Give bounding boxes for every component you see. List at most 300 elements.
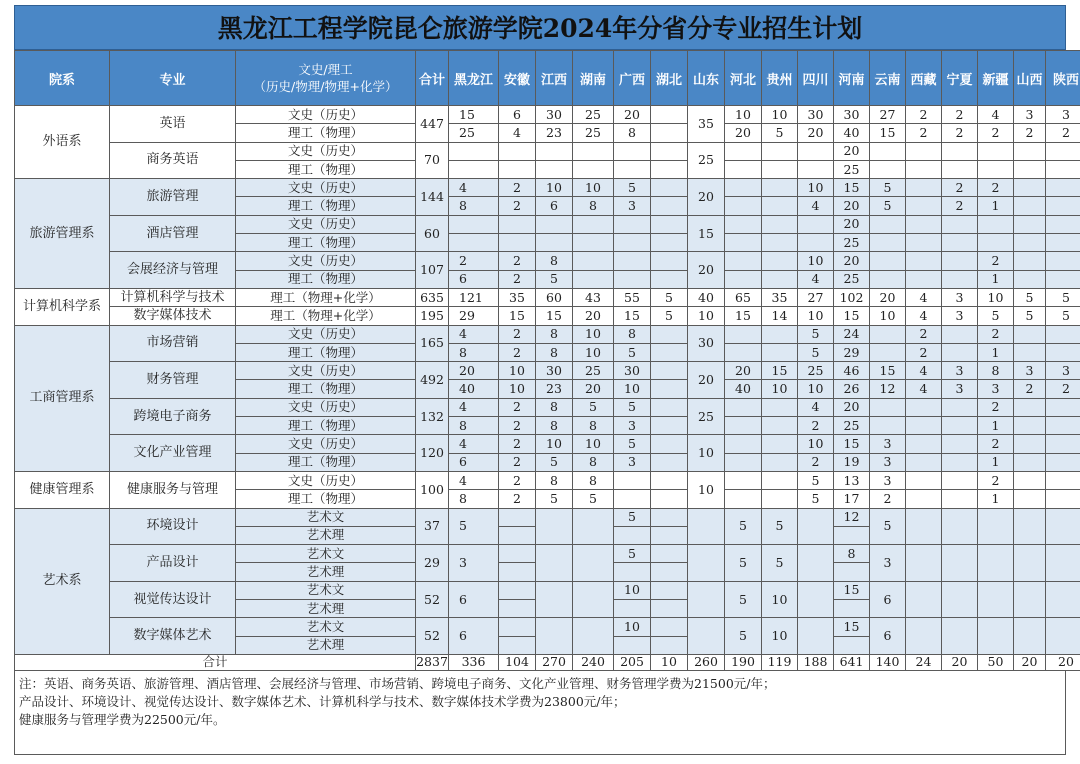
quota-cell: 5 [1014,307,1046,325]
quota-cell [725,179,762,197]
quota-cell [1046,417,1080,435]
note-line-2: 产品设计、环境设计、视觉传达设计、数字媒体艺术、计算机科学与技术、数字媒体技术学费为23800元/年； [19,693,626,709]
subject-type-cell: 文史（历史） [236,362,416,380]
quota-cell [499,618,536,636]
quota-cell: 25 [834,417,870,435]
quota-cell [798,508,834,545]
subject-type-cell: 艺术理 [236,600,416,618]
quota-cell [725,453,762,471]
major-total-cell: 70 [416,142,449,179]
quota-cell: 10 [573,343,614,361]
grand-total-province: 20 [1014,654,1046,670]
quota-cell [906,160,942,178]
quota-cell: 2 [978,435,1014,453]
quota-cell: 2 [499,398,536,416]
quota-cell: 10 [798,435,834,453]
header-province: 黑龙江 [449,51,499,106]
major-total-cell: 100 [416,471,449,508]
quota-cell [651,234,688,252]
quota-cell: 10 [614,618,651,636]
quota-cell [651,563,688,581]
quota-cell: 10 [725,106,762,124]
quota-cell: 35 [762,288,798,306]
quota-cell: 10 [798,307,834,325]
subject-type-cell: 文史（历史） [236,142,416,160]
header-total: 合计 [416,51,449,106]
header-kind [236,51,416,106]
quota-cell: 6 [449,270,499,288]
quota-cell: 20 [834,197,870,215]
quota-cell: 5 [614,435,651,453]
quota-cell: 4 [449,471,499,489]
quota-cell: 25 [573,106,614,124]
quota-cell [762,197,798,215]
quota-cell [614,600,651,618]
major-cell: 英语 [110,106,236,143]
grand-total-row [15,654,1080,670]
quota-cell [1014,508,1046,545]
major-cell: 商务英语 [110,142,236,179]
grand-total-province: 140 [870,654,906,670]
table-row [15,179,1080,197]
table-body [15,106,1080,671]
quota-cell: 2 [449,252,499,270]
quota-cell: 60 [536,288,573,306]
quota-cell: 3 [870,435,906,453]
quota-cell [725,197,762,215]
quota-cell [870,142,906,160]
quota-cell [906,215,942,233]
quota-cell: 2 [870,490,906,508]
subject-type-cell: 艺术文 [236,618,416,636]
quota-cell [536,160,573,178]
quota-cell [651,490,688,508]
quota-cell: 1 [978,453,1014,471]
quota-cell [942,453,978,471]
quota-cell [1046,618,1080,655]
quota-cell [651,179,688,197]
quota-cell: 5 [725,581,762,618]
grand-total-province: 50 [978,654,1014,670]
quota-cell [1014,325,1046,343]
quota-cell [978,142,1014,160]
quota-cell [449,142,499,160]
quota-cell: 10 [573,435,614,453]
quota-cell [762,398,798,416]
quota-cell: 8 [978,362,1014,380]
header-dept: 院系 [15,51,110,106]
quota-cell: 8 [536,398,573,416]
quota-cell [449,234,499,252]
quota-cell [762,234,798,252]
quota-cell [942,215,978,233]
quota-cell: 5 [614,545,651,563]
quota-cell: 20 [573,307,614,325]
quota-cell [906,618,942,655]
quota-cell [1014,581,1046,618]
quota-cell [499,160,536,178]
quota-cell [614,490,651,508]
quota-cell: 3 [978,380,1014,398]
header-province: 湖北 [651,51,688,106]
quota-cell: 10 [536,435,573,453]
quota-cell: 8 [536,325,573,343]
quota-cell [651,142,688,160]
quota-cell [870,215,906,233]
quota-cell: 10 [688,307,725,325]
subject-type-cell: 理工（物理） [236,453,416,471]
header-kind-line1: 文史/理工 [298,62,353,77]
subject-type-cell: 理工（物理） [236,234,416,252]
quota-cell: 5 [978,307,1014,325]
quota-cell: 2 [499,490,536,508]
quota-cell: 20 [834,252,870,270]
quota-cell: 4 [798,398,834,416]
quota-cell [978,160,1014,178]
quota-cell [906,471,942,489]
quota-cell: 20 [573,380,614,398]
quota-cell [651,471,688,489]
quota-cell: 20 [834,142,870,160]
quota-cell [834,600,870,618]
quota-cell [725,325,762,343]
quota-cell [651,618,688,636]
major-cell: 产品设计 [110,545,236,582]
quota-cell [725,398,762,416]
major-cell: 计算机科学与技术 [110,288,236,306]
quota-cell [651,526,688,544]
quota-cell [870,252,906,270]
quota-cell [762,179,798,197]
quota-cell: 6 [449,453,499,471]
quota-cell: 4 [978,106,1014,124]
quota-cell [1014,234,1046,252]
quota-cell [978,545,1014,582]
quota-cell: 10 [688,435,725,472]
quota-cell [1014,618,1046,655]
quota-cell: 121 [449,288,499,306]
quota-cell: 4 [449,179,499,197]
quota-cell [651,453,688,471]
quota-cell [942,252,978,270]
quota-cell [651,124,688,142]
quota-cell: 5 [798,490,834,508]
quota-cell [573,508,614,545]
subject-type-cell: 艺术文 [236,545,416,563]
subject-type-cell: 理工（物理） [236,124,416,142]
quota-cell [573,618,614,655]
quota-cell [762,343,798,361]
major-total-cell: 195 [416,307,449,325]
header-province: 西藏 [906,51,942,106]
quota-cell [1046,270,1080,288]
quota-cell [906,252,942,270]
quota-cell [978,581,1014,618]
quota-cell [798,581,834,618]
quota-cell: 4 [449,398,499,416]
header-province: 湖南 [573,51,614,106]
quota-cell: 30 [798,106,834,124]
quota-cell: 5 [614,508,651,526]
quota-cell [942,142,978,160]
major-total-cell: 52 [416,618,449,655]
quota-cell [906,179,942,197]
quota-cell: 5 [798,325,834,343]
quota-cell [614,142,651,160]
subject-type-cell: 理工（物理） [236,270,416,288]
quota-cell [1014,160,1046,178]
dept-cell: 旅游管理系 [15,179,110,289]
quota-cell [499,563,536,581]
quota-cell [1014,142,1046,160]
quota-cell [870,417,906,435]
quota-cell: 3 [614,197,651,215]
grand-total-province: 20 [942,654,978,670]
quota-cell [906,508,942,545]
header-province: 宁夏 [942,51,978,106]
quota-cell: 8 [536,343,573,361]
quota-cell: 4 [449,435,499,453]
quota-cell [1014,471,1046,489]
quota-cell: 3 [942,288,978,306]
quota-cell: 46 [834,362,870,380]
major-total-cell: 60 [416,215,449,252]
quota-cell [1014,252,1046,270]
quota-cell [499,508,536,526]
quota-cell [762,160,798,178]
quota-cell [906,197,942,215]
quota-cell: 5 [725,618,762,655]
grand-total-province: 10 [651,654,688,670]
subject-type-cell: 文史（历史） [236,252,416,270]
quota-cell [614,160,651,178]
quota-cell: 29 [834,343,870,361]
quota-cell: 24 [834,325,870,343]
major-total-cell: 635 [416,288,449,306]
subject-type-cell: 文史（历史） [236,398,416,416]
quota-cell [870,343,906,361]
quota-cell [536,618,573,655]
quota-cell: 30 [614,362,651,380]
quota-cell: 5 [798,343,834,361]
quota-cell [651,362,688,380]
quota-cell: 2 [978,471,1014,489]
quota-cell: 3 [942,380,978,398]
subject-type-cell: 艺术文 [236,508,416,526]
table-row [15,142,1080,160]
subject-type-cell: 理工（物理） [236,160,416,178]
quota-cell: 43 [573,288,614,306]
quota-cell [725,343,762,361]
header-province: 河南 [834,51,870,106]
quota-cell [651,270,688,288]
quota-cell: 5 [725,545,762,582]
quota-cell: 6 [870,618,906,655]
header-province: 新疆 [978,51,1014,106]
quota-cell [573,581,614,618]
quota-cell: 5 [870,197,906,215]
quota-cell: 1 [978,270,1014,288]
quota-cell: 3 [942,362,978,380]
quota-cell [834,563,870,581]
quota-cell [1046,179,1080,197]
quota-cell: 2 [1014,124,1046,142]
quota-cell: 27 [798,288,834,306]
quota-cell: 4 [449,325,499,343]
quota-cell [573,142,614,160]
quota-cell: 35 [499,288,536,306]
quota-cell: 20 [688,179,725,216]
quota-cell: 8 [834,545,870,563]
dept-cell: 艺术系 [15,508,110,654]
quota-cell: 4 [906,288,942,306]
quota-cell: 30 [536,362,573,380]
quota-cell [906,435,942,453]
quota-cell [798,160,834,178]
quota-cell: 20 [834,215,870,233]
quota-cell: 5 [573,490,614,508]
quota-cell [499,581,536,599]
quota-cell [651,215,688,233]
quota-cell: 5 [449,508,499,545]
quota-cell: 2 [978,252,1014,270]
quota-cell: 40 [725,380,762,398]
quota-cell: 15 [499,307,536,325]
table-row [15,288,1080,306]
quota-cell: 2 [978,179,1014,197]
quota-cell [614,270,651,288]
quota-cell [1014,197,1046,215]
quota-cell: 10 [870,307,906,325]
quota-cell [762,471,798,489]
quota-cell: 5 [762,508,798,545]
quota-cell: 25 [834,160,870,178]
quota-cell: 8 [614,325,651,343]
quota-cell [798,234,834,252]
major-cell: 财务管理 [110,362,236,399]
quota-cell: 10 [762,618,798,655]
quota-cell: 10 [688,471,725,508]
quota-cell: 1 [978,343,1014,361]
subject-type-cell: 文史（历史） [236,471,416,489]
quota-cell: 4 [798,270,834,288]
quota-cell [942,581,978,618]
subject-type-cell: 理工（物理） [236,197,416,215]
quota-cell [614,252,651,270]
quota-cell [449,160,499,178]
quota-cell [762,490,798,508]
quota-cell [906,545,942,582]
quota-cell: 8 [536,417,573,435]
quota-cell: 3 [942,307,978,325]
quota-cell [688,508,725,545]
quota-cell: 25 [688,398,725,435]
quota-cell: 10 [499,380,536,398]
quota-cell [651,325,688,343]
major-total-cell: 132 [416,398,449,435]
quota-cell: 2 [942,124,978,142]
quota-cell [725,435,762,453]
table-row [15,545,1080,563]
quota-cell: 30 [688,325,725,362]
quota-cell [614,215,651,233]
quota-cell: 25 [834,234,870,252]
quota-cell: 10 [614,380,651,398]
subject-type-cell: 艺术理 [236,636,416,654]
quota-cell [942,234,978,252]
quota-cell: 8 [614,124,651,142]
quota-cell: 26 [834,380,870,398]
quota-cell: 5 [1046,307,1080,325]
table-row [15,398,1080,416]
quota-cell: 2 [499,252,536,270]
quota-cell [536,215,573,233]
quota-cell [499,234,536,252]
major-total-cell: 120 [416,435,449,472]
quota-cell: 20 [798,124,834,142]
quota-cell [614,563,651,581]
quota-cell [870,270,906,288]
quota-cell [725,471,762,489]
quota-cell: 2 [499,343,536,361]
quota-cell: 2 [978,398,1014,416]
quota-cell: 3 [870,545,906,582]
quota-cell [942,325,978,343]
quota-cell: 2 [978,124,1014,142]
quota-cell: 2 [906,325,942,343]
quota-cell: 15 [614,307,651,325]
quota-cell [573,545,614,582]
quota-cell [573,160,614,178]
quota-cell: 6 [449,581,499,618]
quota-cell: 3 [870,471,906,489]
header-province: 贵州 [762,51,798,106]
quota-cell: 15 [449,106,499,124]
quota-cell: 8 [536,471,573,489]
quota-cell: 3 [449,545,499,582]
quota-cell [499,636,536,654]
grand-total-province: 104 [499,654,536,670]
major-cell: 跨境电子商务 [110,398,236,435]
quota-cell: 2 [906,343,942,361]
grand-total-province: 336 [449,654,499,670]
grand-total-province: 188 [798,654,834,670]
quota-cell [942,490,978,508]
quota-cell: 5 [798,471,834,489]
quota-cell: 30 [536,106,573,124]
quota-cell [906,581,942,618]
quota-cell [870,234,906,252]
major-total-cell: 492 [416,362,449,399]
quota-cell: 3 [1046,362,1080,380]
page-title: 黑龙江工程学院昆仑旅游学院2024年分省分专业招生计划 [14,5,1066,50]
quota-cell: 3 [614,417,651,435]
quota-cell [499,142,536,160]
quota-cell [725,215,762,233]
quota-cell: 8 [573,197,614,215]
quota-cell: 8 [449,490,499,508]
quota-cell: 6 [499,106,536,124]
quota-cell: 10 [499,362,536,380]
quota-cell [651,197,688,215]
major-total-cell: 52 [416,581,449,618]
quota-cell: 3 [614,453,651,471]
major-total-cell: 165 [416,325,449,362]
quota-cell: 2 [499,435,536,453]
quota-cell [499,526,536,544]
header-province: 河北 [725,51,762,106]
grand-total-province: 24 [906,654,942,670]
